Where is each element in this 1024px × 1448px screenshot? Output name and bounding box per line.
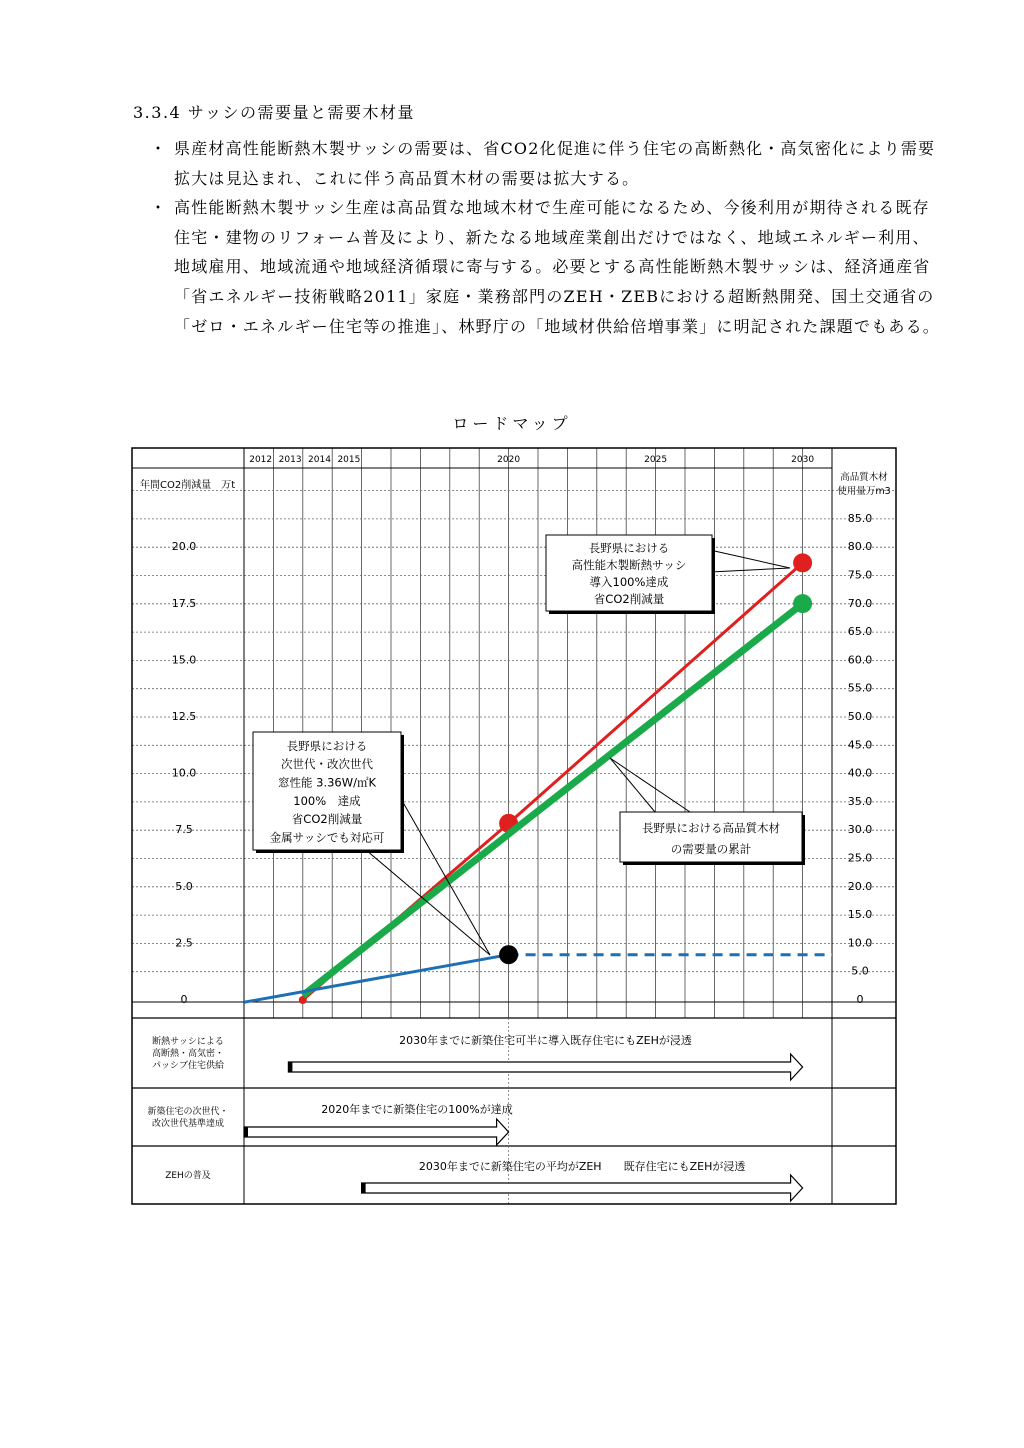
roadmap-arrow: [244, 1119, 509, 1145]
y-tick-label-left: 10.0: [171, 766, 197, 780]
y-tick-label-left: 0: [180, 993, 188, 1006]
y-tick-label-right: 75.0: [847, 568, 873, 582]
roadmap-row-label: パッシブ住宅供給: [151, 1061, 225, 1071]
x-tick-label: 2013: [278, 455, 302, 465]
roadmap-arrow-start: [362, 1183, 366, 1193]
roadmap-arrow: [362, 1175, 803, 1201]
series-marker: [793, 553, 812, 572]
series-marker: [499, 945, 518, 964]
y-tick-label-left: 20.0: [171, 540, 197, 554]
callout-text: 金属サッシでも対応可: [269, 830, 385, 845]
roadmap-arrow-start: [288, 1062, 292, 1072]
x-tick-label: 2020: [497, 455, 521, 465]
y-tick-label-right: 65.0: [847, 625, 873, 639]
callout-text: 長野県における: [286, 738, 368, 753]
y-axis-label-right: 使用量万m3: [837, 486, 891, 497]
y-tick-label-right: 50.0: [847, 710, 873, 723]
y-tick-label-right: 10.0: [847, 936, 873, 950]
y-tick-label-left: 2.5: [175, 936, 193, 950]
y-tick-label-left: 17.5: [171, 596, 197, 610]
y-tick-label-right: 60.0: [847, 653, 873, 667]
y-tick-label-right: 55.0: [847, 681, 873, 695]
callout-text: 長野県における: [588, 540, 670, 555]
y-tick-label-right: 80.0: [847, 540, 873, 554]
section-heading: 3.3.4 サッシの需要量と需要木材量: [133, 103, 415, 122]
callout-text: 高性能木製断熱サッシ: [571, 557, 687, 572]
bullet-item: ・ 県産材高性能断熱木製サッシの需要は、省CO2化促進に伴う住宅の高断熱化・高気密化により需要拡大は見込まれ、これに伴う高品質木材の需要は拡大する。: [150, 134, 940, 193]
y-tick-label-right: 45.0: [847, 738, 873, 752]
callout-text: 省CO2削減量: [593, 591, 665, 606]
callout-text: 次世代・改次世代: [281, 757, 373, 772]
x-tick-label: 2030: [791, 455, 815, 465]
y-tick-label-left: 7.5: [175, 823, 193, 837]
bullet-item: ・ 高性能断熱木製サッシ生産は高品質な地域木材で生産可能になるため、今後利用が期待される既存住宅・建物のリフォーム普及により、新たなる地域産業創出だけではなく、地域エネルギー利用、地域雇用、地域流通や地域経済循環に寄与する。必要とする高性能断熱木製サッシは、経済通産省「省エネルギー技術戦略2011」家庭・業務部門のZEH・ZEBにおける超断熱開発、国土交通省の「ゼロ・エネルギー住宅等の推進」、林野庁の「地域材供給倍増事業」に明記された課題でもある。: [150, 193, 940, 341]
roadmap-row-text: 2030年までに新築住宅の平均がZEH 既存住宅にもZEHが浸透: [418, 1160, 746, 1173]
callout-text: 長野県における高品質木材: [642, 820, 780, 835]
roadmap-row-label: 高断熱・高気密・: [151, 1049, 225, 1059]
roadmap-arrow-start: [244, 1127, 248, 1137]
callout-leader: [396, 790, 490, 955]
y-tick-label-right: 85.0: [847, 511, 873, 525]
x-tick-label: 2025: [644, 455, 668, 465]
y-tick-label-right: 35.0: [847, 794, 873, 808]
series-marker: [793, 594, 812, 613]
y-axis-label-right: 高品質木材: [840, 472, 888, 483]
callout-text: の需要量の累計: [670, 841, 752, 856]
y-tick-label-right: 25.0: [847, 851, 873, 865]
y-axis-label-left: 年間CO2削減量 万t: [140, 480, 236, 491]
roadmap-row-label: ZEHの普及: [165, 1171, 211, 1181]
y-tick-label-right: 0: [856, 993, 864, 1006]
roadmap-row-text: 2020年までに新築住宅の100%が達成: [321, 1103, 513, 1116]
roadmap-row-label: 改次世代基準達成: [151, 1119, 225, 1129]
callout-text: 省CO2削減量: [291, 812, 363, 827]
series-line: [244, 955, 509, 1003]
callout-text: 導入100%達成: [589, 574, 669, 589]
x-tick-label: 2014: [308, 455, 331, 465]
callout-text: 100% 達成: [293, 793, 361, 808]
roadmap-row-text: 2030年までに新築住宅可半に導入既存住宅にもZEHが浸透: [399, 1034, 692, 1047]
chart-title: ロードマップ: [452, 414, 572, 433]
y-tick-label-left: 12.5: [171, 710, 197, 723]
callout-leader: [610, 758, 655, 812]
callout-leader: [710, 550, 790, 568]
callout-leader: [710, 568, 790, 572]
y-tick-label-left: 5.0: [175, 879, 193, 893]
roadmap-row-label: 断熱サッシによる: [152, 1037, 224, 1047]
y-tick-label-right: 15.0: [847, 908, 873, 922]
roadmap-row-label: 新築住宅の次世代・: [147, 1107, 229, 1117]
roadmap-arrow: [288, 1054, 802, 1080]
y-tick-label-right: 5.0: [851, 964, 869, 978]
y-tick-label-left: 15.0: [171, 653, 197, 667]
y-tick-label-right: 30.0: [847, 823, 873, 837]
x-tick-label: 2012: [249, 455, 273, 465]
y-tick-label-right: 40.0: [847, 766, 873, 780]
callout-leader: [610, 758, 690, 812]
y-tick-label-right: 20.0: [847, 879, 873, 893]
callout-text: 窓性能 3.36W/㎡K: [277, 775, 377, 790]
y-tick-label-right: 70.0: [847, 596, 873, 610]
x-tick-label: 2015: [337, 455, 361, 465]
